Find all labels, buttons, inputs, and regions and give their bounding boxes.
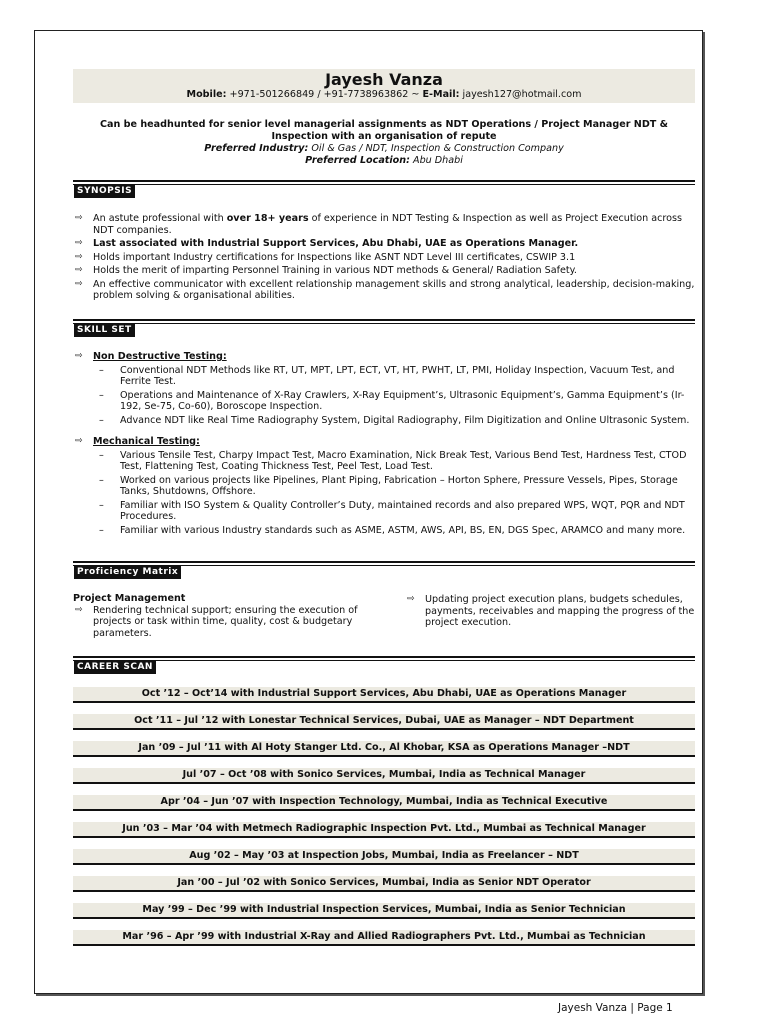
section-rule bbox=[73, 319, 695, 321]
arrow-icon: ⇨ bbox=[75, 251, 83, 262]
career-scan-label: CAREER SCAN bbox=[74, 661, 156, 674]
section-rule bbox=[73, 660, 695, 661]
resume-page bbox=[34, 30, 703, 994]
career-list bbox=[73, 687, 695, 957]
section-rule bbox=[73, 323, 695, 324]
arrow-icon: ⇨ bbox=[75, 604, 83, 615]
arrow-icon: ⇨ bbox=[75, 213, 83, 223]
arrow-icon: ⇨ bbox=[75, 278, 83, 289]
skill-set-label: SKILL SET bbox=[74, 324, 135, 337]
career-row: Jun ’03 – Mar ’04 with Metmech Radiographic Inspection Pvt. Ltd., Mumbai as Technical Manager bbox=[73, 822, 695, 838]
preferred-industry: Preferred Industry: Oil & Gas / NDT, Inspection & Construction Company bbox=[204, 143, 564, 154]
ndt-item: – Advance NDT like Real Time Radiography System, Digital Radiography, Film Digitization and Online Ultrasonic System. bbox=[99, 414, 690, 426]
career-row: Mar ’96 – Apr ’99 with Industrial X-Ray and Allied Radiographers Pvt. Ltd., Mumbai as Technician bbox=[73, 930, 695, 946]
email-label: E-Mail: bbox=[422, 89, 460, 100]
career-row: May ’99 – Dec ’99 with Industrial Inspection Services, Mumbai, India as Senior Technician bbox=[73, 903, 695, 919]
arrow-icon: ⇨ bbox=[75, 436, 83, 446]
synopsis-item: ⇨ Last associated with Industrial Support Services, Abu Dhabi, UAE as Operations Manager. bbox=[75, 238, 579, 249]
mobile-label: Mobile: bbox=[186, 89, 227, 100]
career-row: Oct ’11 – Jul ’12 with Lonestar Technical Services, Dubai, UAE as Manager – NDT Department bbox=[73, 714, 695, 730]
proficiency-item: ⇨ Updating project execution plans, budgets schedules, payments, receivables and mapping the progress of the project execution. bbox=[407, 594, 695, 628]
page-footer: Jayesh Vanza | Page 1 bbox=[558, 1002, 673, 1014]
career-row: Apr ’04 – Jun ’07 with Inspection Technology, Mumbai, India as Technical Executive bbox=[73, 795, 695, 811]
ndt-item: – Conventional NDT Methods like RT, UT, MPT, LPT, ECT, VT, HT, PWHT, LT, PMI, Holiday Inspection, Vacuum Test, and Ferrite Test. bbox=[99, 364, 675, 387]
candidate-name: Jayesh Vanza bbox=[325, 70, 443, 89]
ndt-group bbox=[73, 351, 695, 426]
career-row: Aug ’02 – May ’03 at Inspection Jobs, Mumbai, India as Freelancer – NDT bbox=[73, 849, 695, 865]
career-row: Jan ’09 – Jul ’11 with Al Hoty Stanger Ltd. Co., Al Khobar, KSA as Operations Manager –NDT bbox=[73, 741, 695, 757]
section-rule bbox=[73, 184, 695, 185]
synopsis-list bbox=[73, 213, 695, 304]
synopsis-item: ⇨ An astute professional with over 18+ years of experience in NDT Testing & Inspection as well as Project Execution across NDT companies. bbox=[75, 213, 683, 236]
mech-item: – Familiar with various Industry standards such as ASME, ASTM, AWS, API, BS, EN, DGS Spec, ARAMCO and many more. bbox=[99, 524, 686, 536]
ndt-title: Non Destructive Testing: bbox=[93, 351, 227, 362]
career-row: Jan ’00 – Jul ’02 with Sonico Services, Mumbai, India as Senior NDT Operator bbox=[73, 876, 695, 892]
mobile-value: +971-501266849 / +91-7738963862 ~ bbox=[226, 89, 423, 100]
preferred-location: Preferred Location: Abu Dhabi bbox=[305, 155, 463, 166]
proficiency-item: ⇨ Rendering technical support; ensuring the execution of projects or task within time, quality, cost & budgetary parameters. bbox=[75, 604, 358, 639]
proficiency-left bbox=[73, 593, 363, 639]
synopsis-item: ⇨ Holds important Industry certifications for Inspections like ASNT NDT Level III certificates, CSWIP 3.1 bbox=[75, 251, 576, 263]
mech-item: – Various Tensile Test, Charpy Impact Test, Macro Examination, Nick Break Test, Various Bend Test, Hardness Test, CTOD Test, Flattening Test, Coating Thickness Test, Peel Test, Load Test. bbox=[99, 449, 687, 472]
proficiency-right bbox=[405, 594, 695, 629]
arrow-icon: ⇨ bbox=[407, 594, 415, 604]
ndt-items bbox=[73, 365, 695, 427]
synopsis-item: ⇨ Holds the merit of imparting Personnel Training in various NDT methods & General/ Radiation Safety. bbox=[75, 265, 577, 276]
synopsis-label: SYNOPSIS bbox=[74, 185, 135, 198]
project-management-title: Project Management bbox=[73, 593, 186, 604]
ndt-item: – Operations and Maintenance of X-Ray Crawlers, X-Ray Equipment’s, Ultrasonic Equipment’s, Gamma Equipment’s (Ir-192, Se-75, Co-60), Boroscope Inspection. bbox=[99, 389, 685, 412]
mech-title: Mechanical Testing: bbox=[93, 436, 200, 447]
mech-item: – Worked on various projects like Pipelines, Plant Piping, Fabrication – Horton Sphere, Pressure Vessels, Pipes, Storage Tanks, Shutdowns, Offshore. bbox=[99, 474, 678, 497]
skills-list bbox=[73, 351, 695, 538]
arrow-icon: ⇨ bbox=[75, 238, 83, 248]
headline bbox=[73, 119, 695, 167]
headline-line-1: Can be headhunted for senior level managerial assignments as NDT Operations / Project Manager NDT & bbox=[99, 119, 669, 130]
section-rule bbox=[73, 180, 695, 182]
mech-items bbox=[73, 450, 695, 537]
email-value[interactable]: jayesh127@hotmail.com bbox=[459, 89, 582, 100]
career-row: Jul ’07 – Oct ’08 with Sonico Services, Mumbai, India as Technical Manager bbox=[73, 768, 695, 784]
mech-group bbox=[73, 436, 695, 536]
career-row: Oct ’12 – Oct’14 with Industrial Support Services, Abu Dhabi, UAE as Operations Manager bbox=[73, 687, 695, 703]
name-block bbox=[73, 69, 695, 103]
arrow-icon: ⇨ bbox=[75, 351, 83, 361]
section-rule bbox=[73, 656, 695, 658]
proficiency-label: Proficiency Matrix bbox=[74, 566, 181, 579]
headline-line-2: Inspection with an organisation of repute bbox=[271, 131, 497, 142]
synopsis-item: ⇨ An effective communicator with excellent relationship management skills and strong analytical, leadership, decision-making, problem solving & organisational abilities. bbox=[75, 278, 695, 301]
arrow-icon: ⇨ bbox=[75, 265, 83, 275]
section-rule bbox=[73, 561, 695, 563]
contact-line bbox=[73, 89, 695, 101]
mech-item: – Familiar with ISO System & Quality Controller’s Duty, maintained records and also prepared WPS, WQT, PQR and NDT Procedures. bbox=[99, 499, 685, 522]
